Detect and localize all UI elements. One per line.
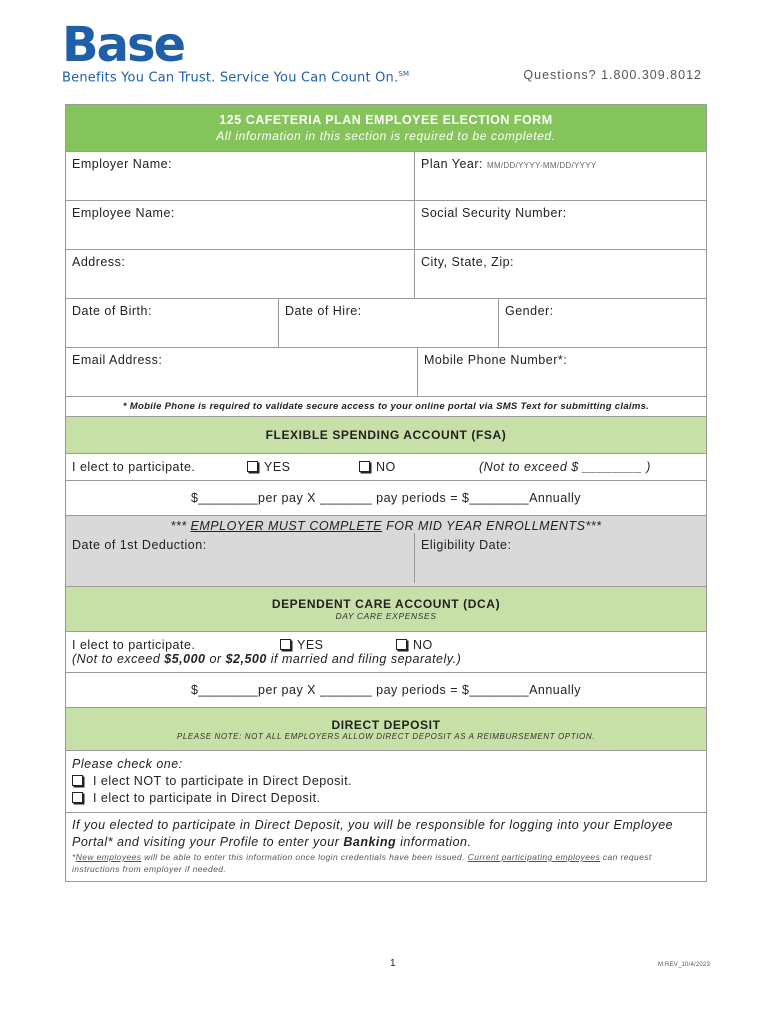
plan-year-placeholder: MM/DD/YYYY-MM/DD/YYYY: [486, 161, 597, 170]
logo: [62, 17, 410, 86]
row-address: [66, 249, 706, 298]
dca-calc[interactable]: $________per pay X _______ pay periods = $________Annually: [190, 683, 582, 697]
ssn-field[interactable]: Social Security Number:: [414, 201, 706, 249]
election-form: [65, 104, 707, 882]
check-one-label: Please check one:: [72, 757, 183, 771]
fsa-not-exceed: (Not to exceed $ ________ ): [479, 460, 651, 474]
email-field[interactable]: Email Address:: [72, 353, 163, 367]
fsa-employer-section: [66, 515, 706, 586]
checkbox-icon: [72, 792, 83, 803]
logo-tagline: Benefits You Can Trust. Service You Can Count On.℠: [62, 70, 410, 86]
city-state-zip-field[interactable]: City, State, Zip:: [414, 250, 706, 298]
fsa-calc[interactable]: $________per pay X _______ pay periods = $________Annually: [190, 491, 582, 505]
direct-deposit-options: [66, 750, 706, 812]
form-subtitle: All information in this section is required to be completed.: [216, 129, 556, 143]
questions-phone: Questions? 1.800.309.8012: [523, 68, 702, 82]
dd-opt-not[interactable]: I elect NOT to participate in Direct Deposit.: [72, 773, 700, 790]
employer-name-field[interactable]: Employer Name:: [72, 157, 173, 171]
dca-no-option[interactable]: NO: [396, 638, 433, 652]
dca-limit: (Not to exceed $5,000 or $2,500 if married and filing separately.): [72, 652, 462, 666]
dd-fine-print: *New employees will be able to enter this information once login credentials have been issued. Current participating employees can request instructions from employer if needed.: [72, 852, 652, 874]
mobile-field[interactable]: Mobile Phone Number*:: [417, 348, 706, 396]
row-employer: [66, 151, 706, 200]
dca-title: DEPENDENT CARE ACCOUNT (DCA): [271, 597, 501, 611]
gender-field[interactable]: Gender:: [498, 299, 706, 347]
fsa-no-option[interactable]: NO: [359, 460, 479, 474]
dca-header: [66, 586, 706, 631]
doh-field[interactable]: Date of Hire:: [278, 299, 498, 347]
direct-deposit-subtitle: PLEASE NOTE: NOT ALL EMPLOYERS ALLOW DIRECT DEPOSIT AS A REIMBURSEMENT OPTION.: [176, 731, 596, 741]
row-employee: [66, 200, 706, 249]
plan-year-field[interactable]: Plan Year: MM/DD/YYYY-MM/DD/YYYY: [414, 152, 706, 200]
direct-deposit-title: DIRECT DEPOSIT: [331, 717, 441, 732]
fsa-yes-option[interactable]: YES: [247, 460, 359, 474]
revision-code: M:REV_10/4/2023: [657, 962, 710, 968]
direct-deposit-header: [66, 707, 706, 750]
fsa-elect-label: I elect to participate.: [72, 460, 196, 474]
first-deduction-field[interactable]: Date of 1st Deduction:: [72, 538, 207, 552]
fsa-calc-row: [66, 480, 706, 515]
checkbox-icon: [359, 461, 370, 472]
employer-note: *** EMPLOYER MUST COMPLETE FOR MID YEAR ENROLLMENTS***: [170, 519, 602, 533]
mobile-note: * Mobile Phone is required to validate secure access to your online portal via SMS Text for submitting claims.: [122, 401, 650, 412]
dd-info: If you elected to participate in Direct Deposit, you will be responsible for logging into your Employee Portal* and visiting your Profile to enter your Banking information.: [72, 818, 674, 849]
checkbox-icon: [396, 639, 407, 650]
checkbox-icon: [247, 461, 258, 472]
fsa-elect-row: [66, 453, 706, 480]
checkbox-icon: [72, 775, 83, 786]
fsa-title: FLEXIBLE SPENDING ACCOUNT (FSA): [265, 428, 507, 442]
dca-yes-option[interactable]: YES: [280, 638, 396, 652]
logo-wordmark: Base: [62, 17, 185, 73]
dca-calc-row: [66, 672, 706, 707]
dca-subtitle: DAY CARE EXPENSES: [335, 611, 437, 621]
address-field[interactable]: Address:: [72, 255, 126, 269]
page-number: 1: [390, 958, 396, 969]
eligibility-date-field[interactable]: Eligibility Date:: [414, 533, 706, 583]
row-contact: [66, 347, 706, 396]
checkbox-icon: [280, 639, 291, 650]
direct-deposit-info: [66, 812, 706, 881]
dd-opt-yes[interactable]: I elect to participate in Direct Deposit.: [72, 790, 700, 807]
form-header: [66, 105, 706, 151]
row-dates: [66, 298, 706, 347]
dob-field[interactable]: Date of Birth:: [72, 304, 152, 318]
dca-elect-label: I elect to participate.: [72, 638, 196, 652]
employee-name-field[interactable]: Employee Name:: [72, 206, 175, 220]
form-title: 125 CAFETERIA PLAN EMPLOYEE ELECTION FORM: [219, 113, 553, 127]
dca-elect-row: [66, 631, 706, 672]
fsa-header: [66, 416, 706, 453]
row-mobile-note: [66, 396, 706, 416]
